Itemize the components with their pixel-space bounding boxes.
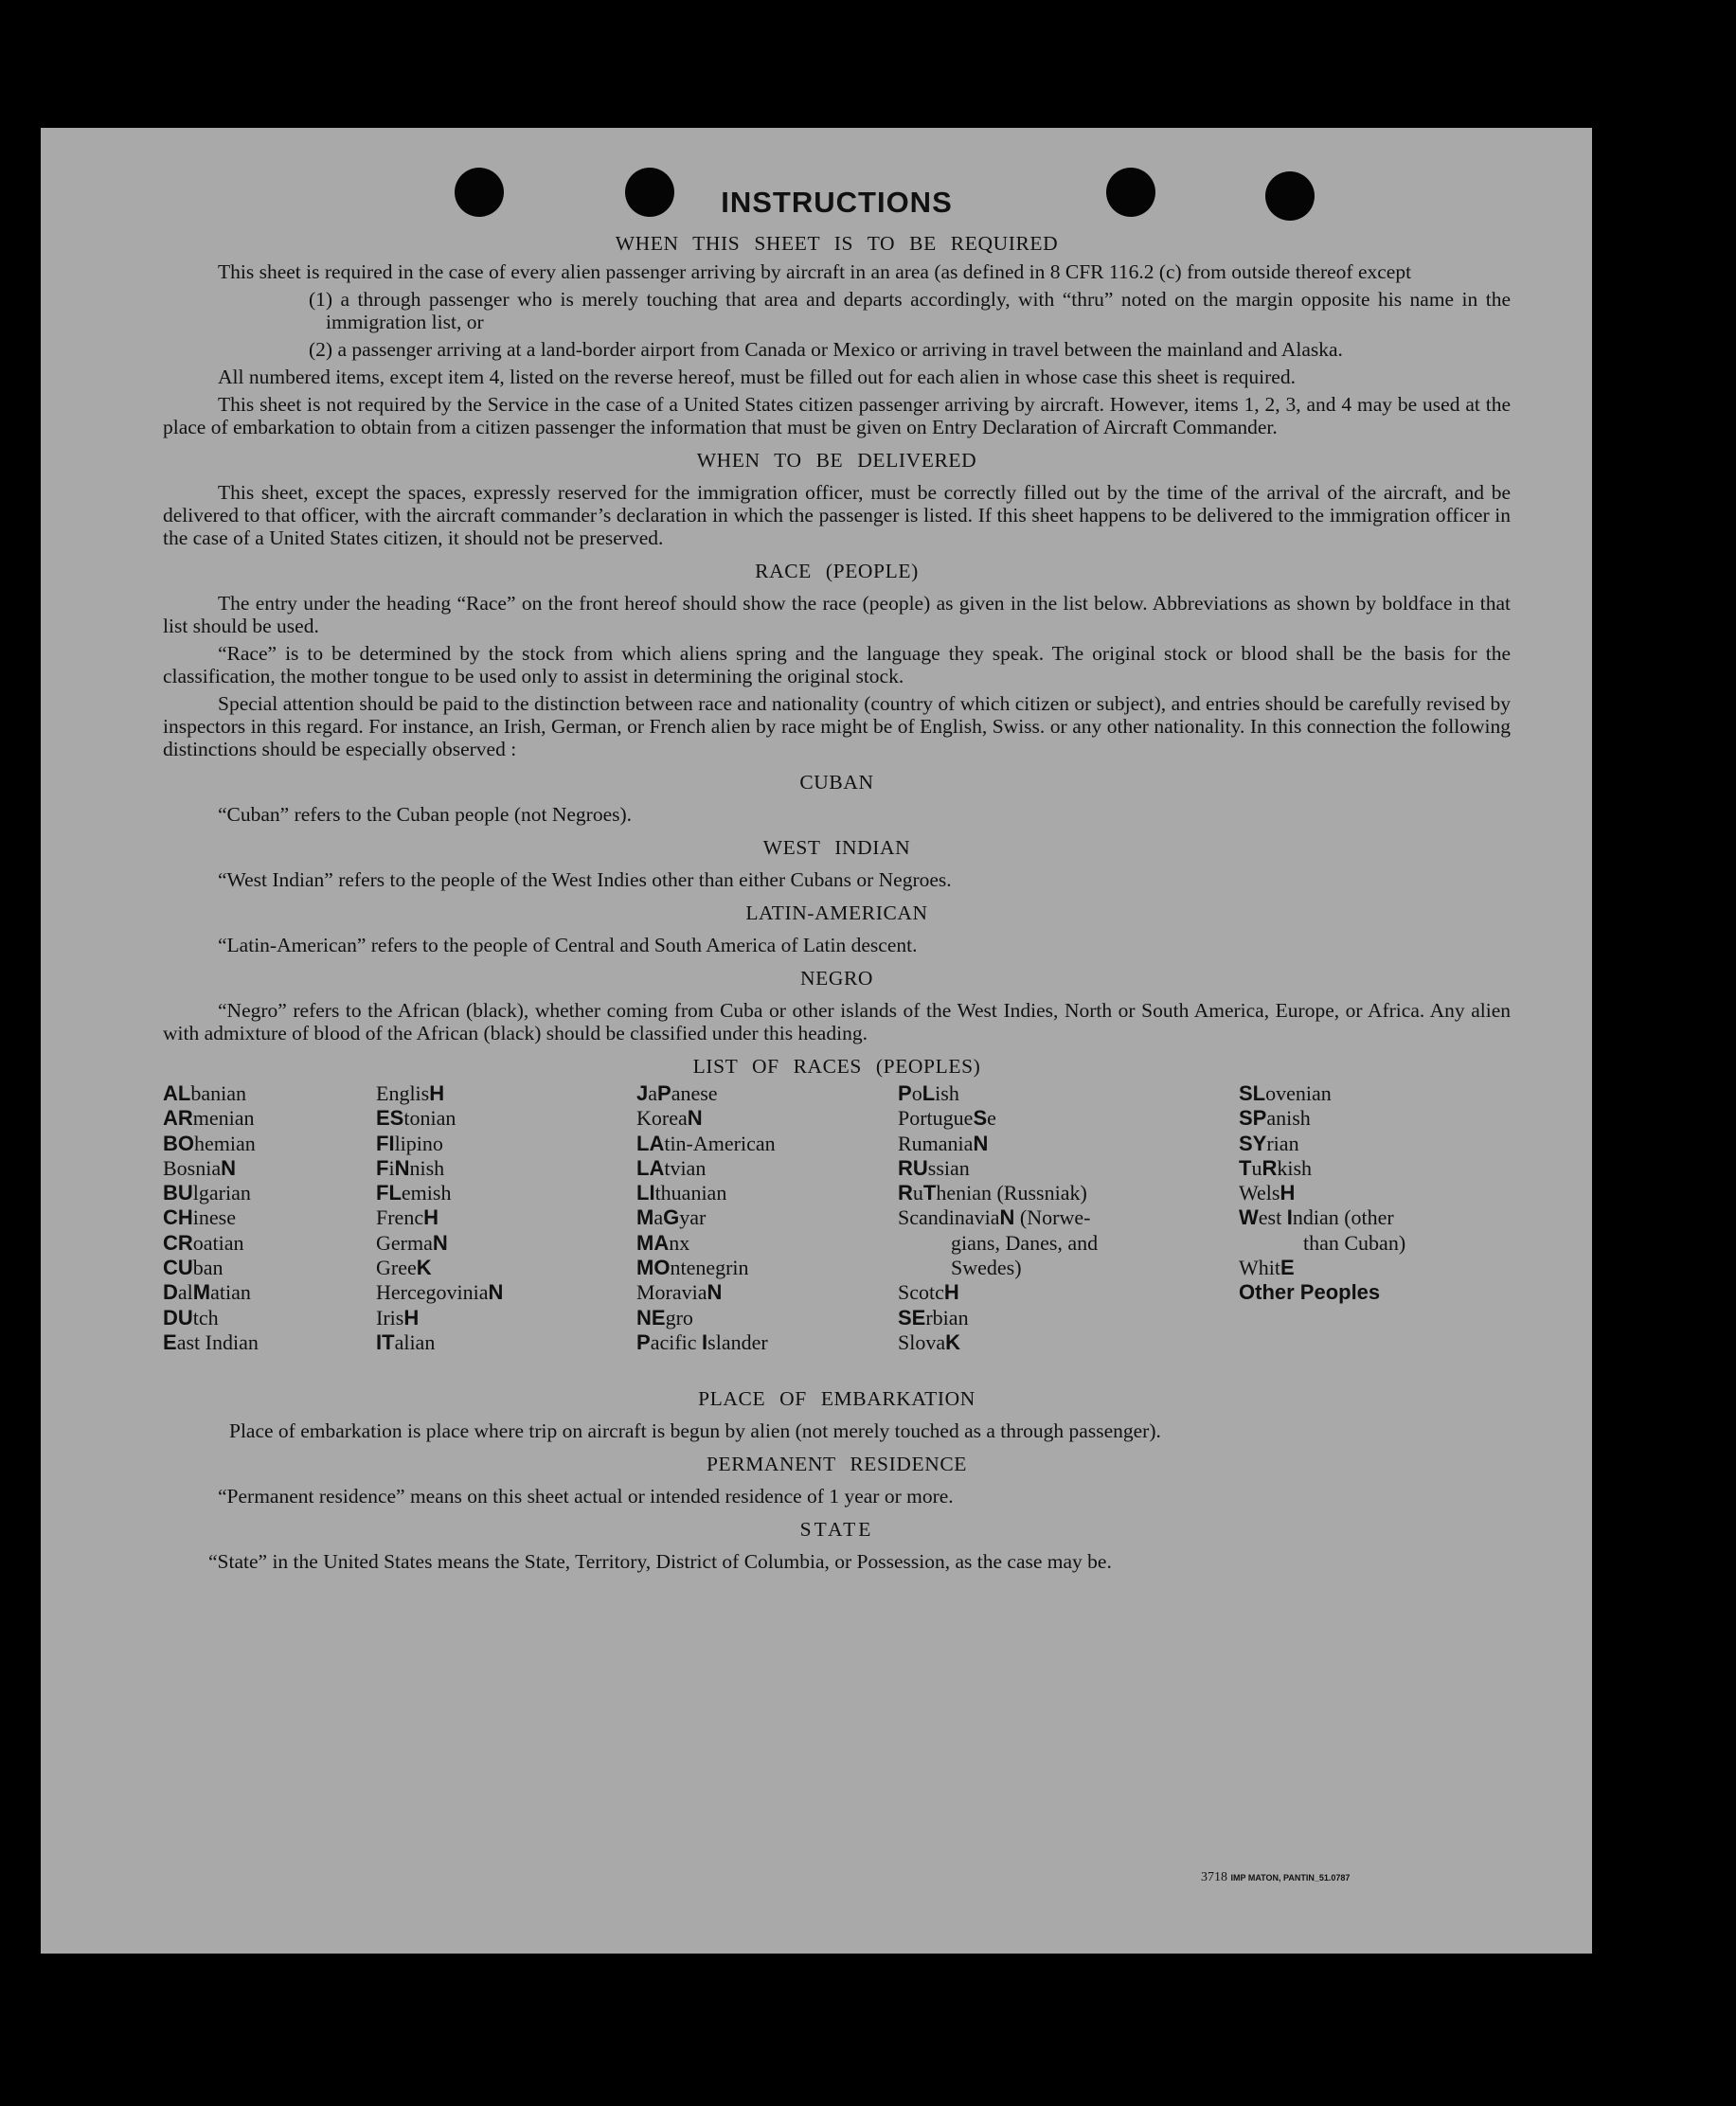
paragraph: “Negro” refers to the African (black), whether coming from Cuba or other islands of the West Indies, North or South America, Europe, or Africa. Any alien with admixture of blood of the African (black) should be classified under this heading.: [163, 999, 1511, 1044]
section-heading-cuban: CUBAN: [799, 771, 874, 794]
race-entry: LIthuanian: [636, 1181, 727, 1205]
race-entry: East Indian: [163, 1330, 259, 1354]
section-heading-list-of-races: LIST OF RACES (PEOPLES): [692, 1055, 981, 1078]
race-entry: DalMatian: [163, 1280, 251, 1305]
section-heading-latin-american: LATIN-AMERICAN: [745, 901, 928, 924]
paragraph: This sheet, except the spaces, expressly reserved for the immigration officer, must be correctly filled out by the time of the arrival of the aircraft, and be delivered to that officer, with the aircraft commander’s declaration in which the passenger is listed. If this sheet happens to be delivered to the immigration officer in the case of a United States citizen, it should not be preserved.: [163, 481, 1511, 549]
race-entry: ScotcH: [898, 1280, 959, 1305]
race-entry: BUlgarian: [163, 1181, 251, 1205]
race-entry: NEgro: [636, 1305, 693, 1330]
race-entry: SYrian: [1239, 1131, 1299, 1155]
race-entry: CUban: [163, 1256, 224, 1280]
paragraph: The entry under the heading “Race” on the front hereof should show the race (people) as given in the list below. Abbreviations as shown by boldface in that list should be used.: [163, 592, 1511, 637]
race-entry: MAnx: [636, 1230, 690, 1255]
paragraph: This sheet is required in the case of every alien passenger arriving by aircraft in an area (as defined in 8 CFR 116.2 (c) from outside thereof except: [218, 260, 1412, 283]
form-code: 3718: [1201, 1870, 1227, 1884]
race-column: [1239, 1081, 1405, 1306]
race-column: [163, 1081, 259, 1355]
race-entry: MoraviaN: [636, 1280, 723, 1305]
race-entry: ARmenian: [163, 1106, 255, 1131]
race-entry: HercegoviniaN: [376, 1280, 504, 1305]
race-entry: PortugueSe: [898, 1106, 996, 1131]
race-entry: KoreaN: [636, 1106, 703, 1131]
paragraph: “Permanent residence” means on this sheet actual or intended residence of 1 year or more.: [218, 1485, 954, 1508]
paragraph: “State” in the United States means the State, Territory, District of Columbia, or Possession, as the case may be.: [208, 1550, 1112, 1573]
paragraph: “West Indian” refers to the people of the West Indies other than either Cubans or Negroes.: [218, 868, 952, 891]
instruction-sheet: [41, 128, 1592, 1954]
instructions-content: [163, 187, 1511, 1578]
race-entry: SErbian: [898, 1305, 969, 1330]
race-entry: TuRkish: [1239, 1155, 1313, 1180]
printer-footer: [1201, 1870, 1350, 1885]
race-entry: FLemish: [376, 1181, 452, 1205]
race-entry: JaPanese: [636, 1081, 718, 1105]
page-title: INSTRUCTIONS: [721, 186, 953, 219]
race-column: [376, 1081, 503, 1355]
race-entry: RUssian: [898, 1155, 970, 1180]
section-heading-state: STATE: [799, 1518, 874, 1541]
race-entry: Pacific Islander: [636, 1330, 768, 1354]
race-entry: SLovenian: [1239, 1081, 1332, 1105]
paragraph: “Race” is to be determined by the stock from which aliens spring and the language they speak. The original stock or blood shall be the basis for the classification, the mother tongue to be used only to assist in determining the original stock.: [163, 642, 1511, 687]
race-entry: WelsH: [1239, 1181, 1296, 1205]
race-entry: BOhemian: [163, 1131, 256, 1155]
race-entry: ITalian: [376, 1330, 436, 1354]
race-entry: West Indian (other: [1239, 1205, 1394, 1230]
race-entry: SlovaK: [898, 1330, 961, 1354]
race-entry: RumaniaN: [898, 1131, 989, 1155]
race-entry: ScandinaviaN (Norwe-: [898, 1205, 1091, 1230]
paragraph: Special attention should be paid to the distinction between race and nationality (country of which citizen or subject), and entries should be carefully revised by inspectors in this regard. For instance, an Irish, German, or French alien by race might be of English, Swiss. or any other nationality. In this connection the following distinctions should be especially observed :: [163, 692, 1511, 760]
section-heading-negro: NEGRO: [799, 967, 874, 990]
race-entry: SPanish: [1239, 1106, 1311, 1131]
race-entry: RuThenian (Russniak): [898, 1181, 1087, 1205]
race-entry: MOntenegrin: [636, 1256, 749, 1280]
race-entry: EStonian: [376, 1106, 456, 1131]
race-entry: FIlipino: [376, 1131, 443, 1155]
section-heading-race: RACE (PEOPLE): [755, 560, 919, 582]
race-entry: FrencH: [376, 1205, 438, 1230]
race-entry: GermaN: [376, 1230, 448, 1255]
race-entry: LAtvian: [636, 1155, 707, 1180]
race-entry: Other Peoples: [1239, 1280, 1381, 1305]
race-entry: MaGyar: [636, 1205, 707, 1230]
paragraph: “Latin-American” refers to the people of Central and South America of Latin descent.: [218, 934, 918, 956]
list-item: (2) a passenger arriving at a land-border airport from Canada or Mexico or arriving in travel between the mainland and Alaska.: [309, 338, 1343, 361]
race-entry: CRoatian: [163, 1230, 244, 1255]
race-column: [636, 1081, 776, 1355]
race-entry: LAtin-American: [636, 1131, 776, 1155]
race-entry: Swedes): [951, 1256, 1022, 1280]
race-entry: FiNnish: [376, 1155, 445, 1180]
race-entry: GreeK: [376, 1256, 432, 1280]
section-heading-west-indian: WEST INDIAN: [762, 836, 911, 859]
race-entry: WhitE: [1239, 1256, 1295, 1280]
race-entry: BosniaN: [163, 1155, 237, 1180]
race-column: [898, 1081, 1098, 1355]
race-entry: CHinese: [163, 1205, 236, 1230]
list-item: (1) a through passenger who is merely touching that area and departs accordingly, with “thru” noted on the margin opposite his name in the immigration list, or: [309, 288, 1511, 333]
section-heading-place-of-embarkation: PLACE OF EMBARKATION: [698, 1387, 975, 1410]
race-list: [163, 1081, 1511, 1377]
paragraph: This sheet is not required by the Service in the case of a United States citizen passenger arriving by aircraft. However, items 1, 2, 3, and 4 may be used at the place of embarkation to obtain from a citizen passenger the information that must be given on Entry Declaration of Aircraft Commander.: [163, 393, 1511, 438]
race-entry: than Cuban): [1303, 1230, 1406, 1255]
paragraph: All numbered items, except item 4, listed on the reverse hereof, must be filled out for each alien in whose case this sheet is required.: [218, 366, 1296, 388]
printer-imprint: IMP MATON, PANTIN_51.0787: [1230, 1873, 1351, 1883]
race-entry: PoLish: [898, 1081, 959, 1105]
race-entry: DUtch: [163, 1305, 219, 1330]
race-entry: gians, Danes, and: [951, 1230, 1099, 1255]
race-entry: IrisH: [376, 1305, 420, 1330]
section-heading-permanent-residence: PERMANENT RESIDENCE: [706, 1453, 968, 1475]
paragraph: Place of embarkation is place where trip on aircraft is begun by alien (not merely touched as a through passenger).: [229, 1419, 1161, 1442]
race-entry: EnglisH: [376, 1081, 445, 1105]
paragraph: “Cuban” refers to the Cuban people (not Negroes).: [218, 803, 633, 826]
section-heading-when-required: WHEN THIS SHEET IS TO BE REQUIRED: [615, 232, 1059, 255]
race-entry: ALbanian: [163, 1081, 246, 1105]
section-heading-when-delivered: WHEN TO BE DELIVERED: [696, 449, 977, 472]
